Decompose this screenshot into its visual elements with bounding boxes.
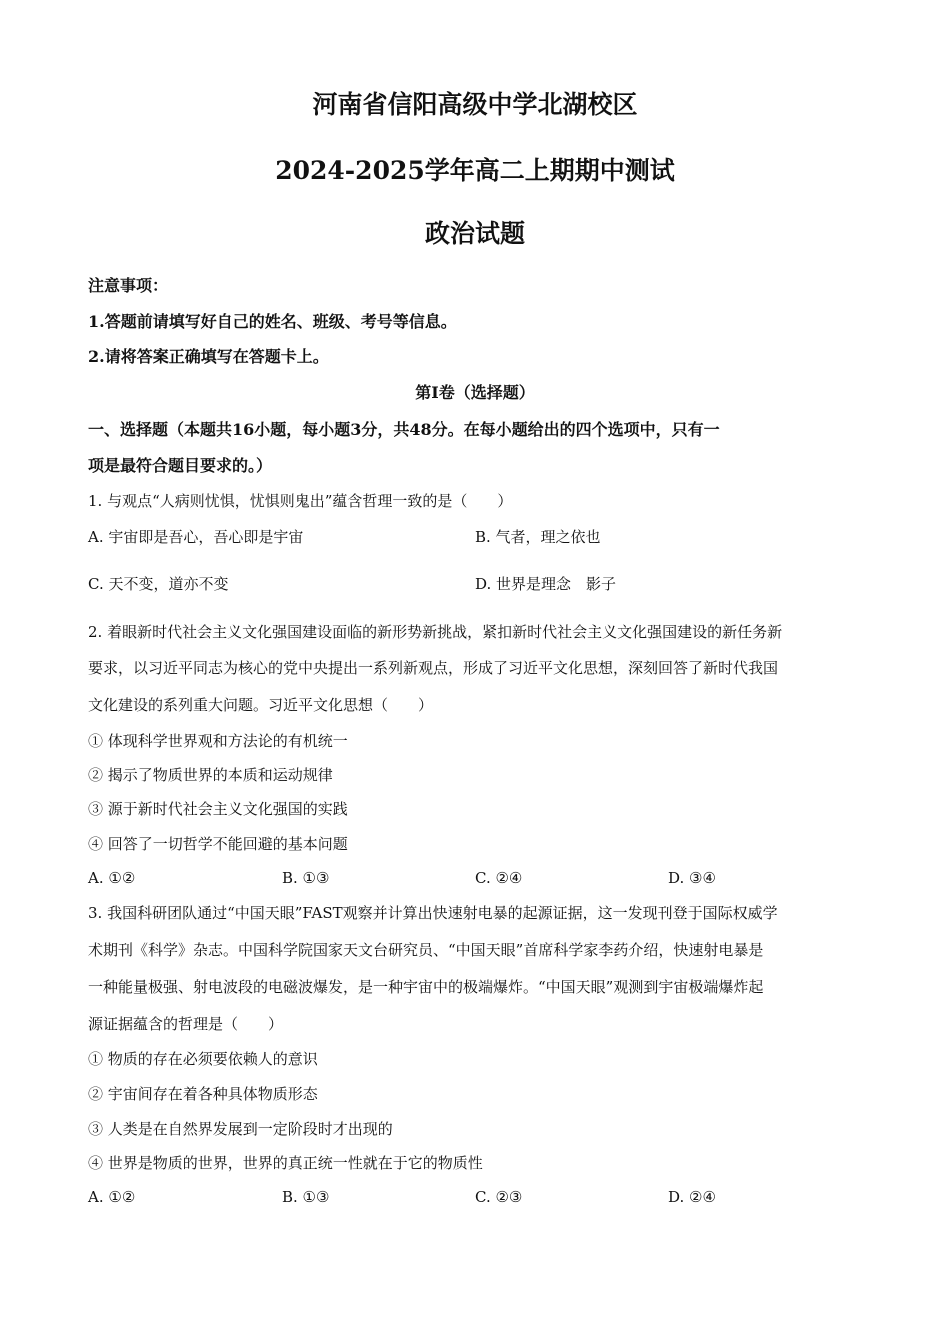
q3-item-2: ② 宇宙间存在着各种具体物质形态	[88, 1085, 318, 1103]
notice-item: 2.请将答案正确填写在答题卡上。	[88, 347, 329, 366]
section-heading: 一、选择题（本题共16小题，每小题3分，共48分。在每小题给出的四个选项中，只有一	[88, 420, 720, 439]
q3-item-4: ④ 世界是物质的世界，世界的真正统一性就在于它的物质性	[88, 1154, 483, 1172]
question-3-stem: 3. 我国科研团队通过“中国天眼”FAST观察并计算出快速射电暴的起源证据，这一发现刊登于国际权威学	[88, 904, 778, 922]
question-3-stem-cont: 源证据蕴含的哲理是（ ）	[88, 1015, 284, 1033]
q1-option-b: B. 气者，理之依也	[475, 528, 601, 546]
question-2-stem: 2. 着眼新时代社会主义文化强国建设面临的新形势新挑战，紧扣新时代社会主义文化强国建设的新任务新	[88, 623, 783, 641]
q2-item-3: ③ 源于新时代社会主义文化强国的实践	[88, 800, 348, 818]
question-1-stem: 1. 与观点“人病则忧惧，忧惧则鬼出”蕴含哲理一致的是（ ）	[88, 492, 513, 510]
q3-option-c: C. ②③	[475, 1188, 523, 1206]
school-title: 河南省信阳高级中学北湖校区	[312, 90, 638, 119]
q2-item-2: ② 揭示了物质世界的本质和运动规律	[88, 766, 333, 784]
q1-option-c: C. 天不变，道亦不变	[88, 575, 229, 593]
section-heading-cont: 项是最符合题目要求的。）	[88, 456, 273, 475]
notice-heading: 注意事项：	[88, 276, 169, 295]
exam-title: 2024-2025学年高二上期期中测试	[275, 156, 675, 185]
question-2-stem-cont: 文化建设的系列重大问题。习近平文化思想（ ）	[88, 696, 434, 714]
q2-item-1: ① 体现科学世界观和方法论的有机统一	[88, 732, 348, 750]
q2-option-d: D. ③④	[668, 869, 716, 887]
q3-option-a: A. ①②	[88, 1188, 136, 1206]
q2-item-4: ④ 回答了一切哲学不能回避的基本问题	[88, 835, 348, 853]
q2-option-b: B. ①③	[282, 869, 330, 887]
q1-option-a: A. 宇宙即是吾心，吾心即是宇宙	[88, 528, 304, 546]
q2-option-a: A. ①②	[88, 869, 136, 887]
q1-option-d: D. 世界是理念 影子	[475, 575, 617, 593]
q3-item-3: ③ 人类是在自然界发展到一定阶段时才出现的	[88, 1120, 393, 1138]
q3-item-1: ① 物质的存在必须要依赖人的意识	[88, 1050, 318, 1068]
question-2-stem-cont: 要求，以习近平同志为核心的党中央提出一系列新观点，形成了习近平文化思想，深刻回答了新时代我国	[88, 659, 779, 677]
q3-option-d: D. ②④	[668, 1188, 716, 1206]
question-3-stem-cont: 一种能量极强、射电波段的电磁波爆发，是一种宇宙中的极端爆炸。“中国天眼”观测到宇宙极端爆炸起	[88, 978, 764, 996]
notice-item: 1.答题前请填写好自己的姓名、班级、考号等信息。	[88, 312, 457, 331]
q3-option-b: B. ①③	[282, 1188, 330, 1206]
subject-title: 政治试题	[424, 219, 525, 248]
part-heading: 第I卷（选择题）	[415, 383, 535, 402]
q2-option-c: C. ②④	[475, 869, 523, 887]
question-3-stem-cont: 术期刊《科学》杂志。中国科学院国家天文台研究员、“中国天眼”首席科学家李药介绍，快速射电暴是	[88, 941, 764, 959]
